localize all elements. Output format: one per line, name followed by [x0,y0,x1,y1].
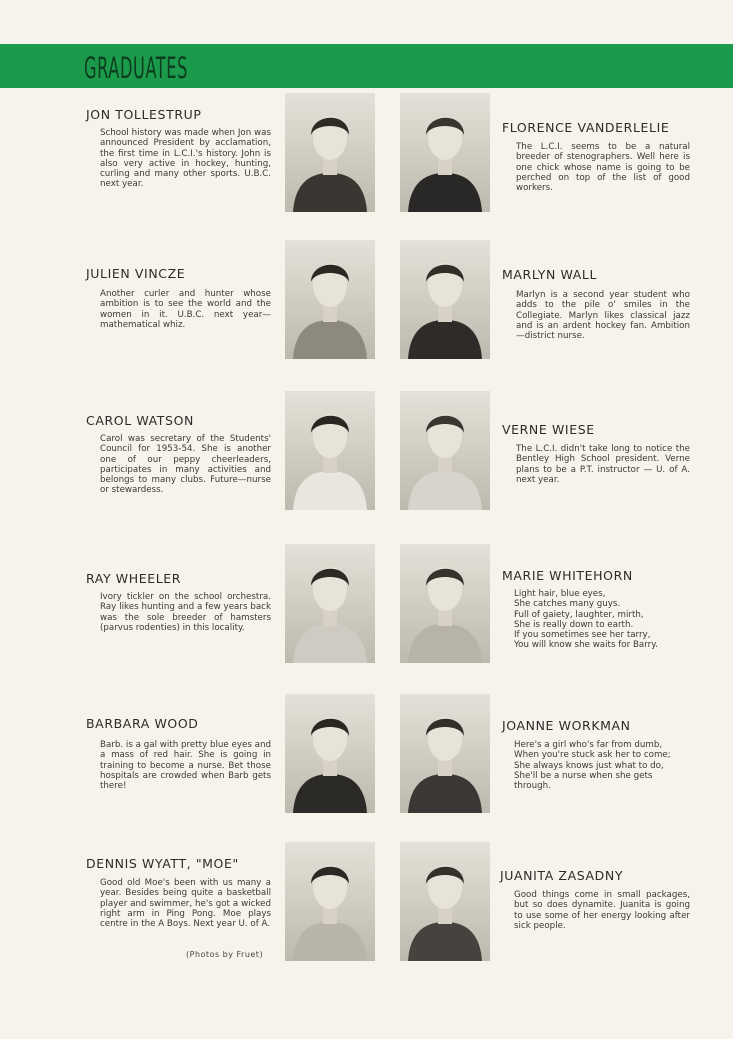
graduate-photo [400,391,490,510]
graduate-bio: The L.C.I. didn't take long to notice the Bentley High School president. Verne plans to be a P.T. instructor — U. of A. next year. [516,444,690,485]
graduate-photo [285,240,375,359]
graduate-bio: Another curler and hunter whose ambition is to see the world and the women in it. U.B.C. next year—mathematical whiz. [100,289,271,330]
graduate-name: MARIE WHITEHORN [502,568,633,583]
graduate-bio: The L.C.I. seems to be a natural breeder of stenographers. Well here is one chick whose name is going to be perched on top of the list of good workers. [516,142,690,194]
graduate-bio: Marlyn is a second year student who adds to the pile o' smiles in the Collegiate. Marlyn likes classical jazz and is an ardent hockey fan. Ambition—district nurse. [516,290,690,342]
graduate-name: DENNIS WYATT, "MOE" [86,856,239,871]
graduate-bio: School history was made when Jon was announced President by acclamation, the first time in L.C.I.'s history. John is also very active in hockey, hunting, curling and many other sports. U.B.C. next year. [100,128,271,190]
graduate-name: JULIEN VINCZE [86,266,186,281]
graduate-name: VERNE WIESE [502,422,595,437]
page-title: GRADUATES [84,51,189,85]
graduate-name: FLORENCE VANDERLELIE [502,120,670,135]
graduate-photo [285,391,375,510]
graduate-photo [285,544,375,663]
graduate-name: JON TOLLESTRUP [86,107,202,122]
graduate-photo [400,544,490,663]
graduate-photo [400,842,490,961]
graduate-bio: Here's a girl who's far from dumb, When you're stuck ask her to come; She always knows just what to do, She'll be a nurse when she gets through. [514,740,671,792]
graduate-name: JOANNE WORKMAN [502,718,631,733]
graduate-bio: Ivory tickler on the school orchestra. Ray likes hunting and a few years back was the sole breeder of hamsters (parvus rodenties) in this locality. [100,592,271,633]
graduate-name: RAY WHEELER [86,571,182,586]
graduate-name: BARBARA WOOD [86,716,199,731]
graduate-photo [400,93,490,212]
graduate-photo [400,694,490,813]
graduate-photo [285,694,375,813]
graduate-name: CAROL WATSON [86,413,194,428]
graduate-bio: Barb. is a gal with pretty blue eyes and a mass of red hair. She is going in training to become a nurse. Bet those hospitals are crowded when Barb gets there! [100,740,271,792]
graduate-bio: Carol was secretary of the Students' Council for 1953-54. She is another one of our peppy cheerleaders, participates in many activities and belongs to many clubs. Future—nurse or stewardess. [100,434,271,496]
graduate-name: JUANITA ZASADNY [500,868,624,883]
graduate-photo [285,842,375,961]
graduate-bio: Good things come in small packages, but so does dynamite. Juanita is going to use some of her energy looking after sick people. [514,890,690,931]
graduate-bio: Light hair, blue eyes, She catches many guys. Full of gaiety, laughter, mirth, She is really down to earth. If you sometimes see her tarry, You will know she waits for Barry. [514,589,658,651]
graduate-name: MARLYN WALL [502,267,598,282]
graduate-bio: Good old Moe's been with us many a year. Besides being quite a basketball player and swimmer, he's got a wicked right arm in Ping Pong. Moe plays centre in the A Boys. Next year U. of A. [100,878,271,930]
graduate-photo [400,240,490,359]
graduate-photo [285,93,375,212]
photo-credit: (Photos by Fruet) [186,950,264,959]
